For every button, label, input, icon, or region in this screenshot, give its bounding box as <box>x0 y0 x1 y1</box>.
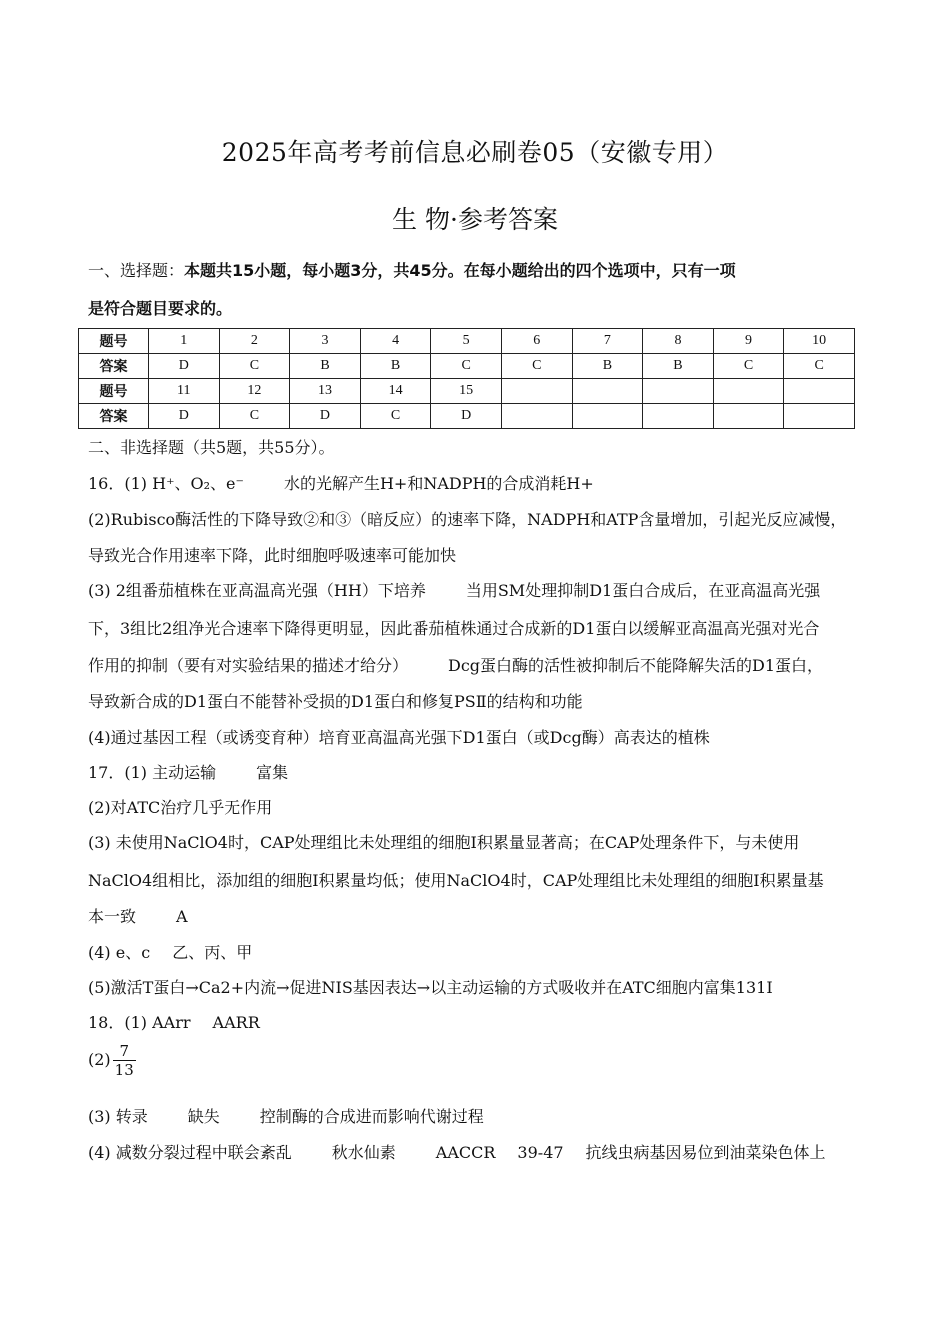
table-cell <box>501 379 572 404</box>
table-cell <box>713 379 784 404</box>
table-cell: D <box>149 354 220 379</box>
fraction-numerator: 7 <box>113 1042 136 1061</box>
table-cell: B <box>360 354 431 379</box>
answer-text: 17．(1) 主动运输 <box>88 763 217 782</box>
table-cell: 8 <box>643 329 714 354</box>
answer-text: (3) 转录 <box>88 1107 148 1126</box>
answer-18-4 <box>88 1140 826 1163</box>
table-cell: 3 <box>290 329 361 354</box>
answer-text: 18．(1) AArr <box>88 1013 191 1032</box>
table-cell: 6 <box>501 329 572 354</box>
table-cell: 2 <box>219 329 290 354</box>
table-cell: C <box>360 404 431 429</box>
answer-18-3 <box>88 1104 484 1127</box>
answer-text: 16．(1) H⁺、O₂、e⁻ <box>88 474 244 493</box>
answer-18-1 <box>88 1010 260 1033</box>
table-cell: 13 <box>290 379 361 404</box>
table-cell: 9 <box>713 329 784 354</box>
answer-text: 当用SM处理抑制D1蛋白合成后，在亚高温高光强 <box>465 581 821 600</box>
answer-text: 控制酶的合成进而影响代谢过程 <box>259 1107 484 1126</box>
fraction-denominator: 13 <box>114 1061 134 1079</box>
answer-16-3-line2: 下，3组比2组净光合速率下降得更明显，因此番茄植株通过合成新的D1蛋白以缓解亚高温高光强对光合 <box>88 619 820 638</box>
answer-18-2 <box>88 1042 136 1079</box>
table-cell <box>784 379 855 404</box>
table-cell <box>501 404 572 429</box>
answer-text: (2) <box>88 1050 111 1069</box>
answer-text: (3) 2组番茄植株在亚高温高光强（HH）下培养 <box>88 581 426 600</box>
table-cell: B <box>572 354 643 379</box>
answer-17-4 <box>88 940 252 963</box>
answer-text: 作用的抑制（要有对实验结果的描述才给分） <box>88 656 409 675</box>
table-cell: D <box>290 404 361 429</box>
table-row <box>79 354 855 379</box>
table-cell <box>572 379 643 404</box>
table-cell <box>643 404 714 429</box>
table-row <box>79 329 855 354</box>
table-cell: C <box>431 354 502 379</box>
row-label-question: 题号 <box>79 329 149 354</box>
row-label-question: 题号 <box>79 379 149 404</box>
table-cell: 7 <box>572 329 643 354</box>
answer-text: A <box>176 907 188 926</box>
answer-16-3-line3 <box>88 653 823 676</box>
table-cell: 12 <box>219 379 290 404</box>
table-cell: C <box>219 354 290 379</box>
table-cell: 10 <box>784 329 855 354</box>
answer-16-1 <box>88 471 594 494</box>
answer-text: 本一致 <box>88 907 137 926</box>
section1-heading <box>88 252 868 328</box>
answer-text: AACCR <box>435 1143 496 1162</box>
answer-17-3-line2: NaClO4组相比，添加组的细胞I积累量均低；使用NaClO4时，CAP处理组比未处理组的细胞I积累量基 <box>88 871 824 890</box>
table-cell <box>784 404 855 429</box>
answer-17-1 <box>88 760 288 783</box>
answer-16-3-line4: 导致新合成的D1蛋白不能替补受损的D1蛋白和修复PSⅡ的结构和功能 <box>88 692 583 711</box>
table-cell: 1 <box>149 329 220 354</box>
answer-text: Dcg蛋白酶的活性被抑制后不能降解失活的D1蛋白， <box>448 656 824 675</box>
answer-16-2-line1: (2)Rubisco酶活性的下降导致②和③（暗反应）的速率下降，NADPH和ATP含量增加，引起光反应减慢， <box>88 510 847 529</box>
answer-17-5: (5)激活T蛋白→Ca2+内流→促进NIS基因表达→以主动运输的方式吸收并在ATC细胞内富集131I <box>88 978 773 997</box>
answer-text: 缺失 <box>187 1107 220 1126</box>
answer-text: AARR <box>212 1013 260 1032</box>
answer-text: 秋水仙素 <box>331 1143 396 1162</box>
table-cell: 14 <box>360 379 431 404</box>
table-cell: C <box>784 354 855 379</box>
section2-heading: 二、非选择题（共5题，共55分）。 <box>88 438 335 457</box>
table-cell: D <box>149 404 220 429</box>
answer-text: (4) 减数分裂过程中联会紊乱 <box>88 1143 292 1162</box>
answer-table <box>78 328 855 429</box>
page-subtitle: 生 物·参考答案 <box>392 205 558 234</box>
table-row <box>79 404 855 429</box>
answer-text: 乙、丙、甲 <box>172 943 253 962</box>
table-cell: C <box>219 404 290 429</box>
table-row <box>79 379 855 404</box>
table-cell <box>643 379 714 404</box>
table-cell: D <box>431 404 502 429</box>
answer-text: 富集 <box>256 763 289 782</box>
table-cell <box>713 404 784 429</box>
table-cell <box>572 404 643 429</box>
answer-17-3-line3 <box>88 904 188 927</box>
answer-text: (4) e、c <box>88 943 151 962</box>
answer-text: 水的光解产生H+和NADPH的合成消耗H+ <box>283 474 594 493</box>
answer-text: 抗线虫病基因易位到油菜染色体上 <box>585 1143 826 1162</box>
table-cell: 15 <box>431 379 502 404</box>
table-cell: C <box>501 354 572 379</box>
answer-16-3-line1 <box>88 578 820 601</box>
table-cell: 5 <box>431 329 502 354</box>
page-title: 2025年高考考前信息必刷卷05（安徽专用） <box>221 138 729 167</box>
answer-17-2: (2)对ATC治疗几乎无作用 <box>88 798 273 817</box>
section1-text-line1: 本题共15小题，每小题3分，共45分。在每小题给出的四个选项中，只有一项 <box>184 261 736 280</box>
answer-text: 39-47 <box>517 1143 564 1162</box>
table-cell: 11 <box>149 379 220 404</box>
table-cell: B <box>643 354 714 379</box>
table-cell: B <box>290 354 361 379</box>
section1-text-line2: 是符合题目要求的。 <box>88 299 233 318</box>
answer-17-3-line1: (3) 未使用NaClO4时，CAP处理组比未处理组的细胞I积累量显著高；在CAP处理条件下，与未使用 <box>88 833 800 852</box>
section1-prefix: 一、选择题： <box>88 261 185 280</box>
row-label-answer: 答案 <box>79 354 149 379</box>
fraction <box>113 1042 136 1079</box>
table-cell: C <box>713 354 784 379</box>
answer-16-4: (4)通过基因工程（或诱变育种）培育亚高温高光强下D1蛋白（或Dcg酶）高表达的植株 <box>88 728 710 747</box>
answer-16-2-line2: 导致光合作用速率下降，此时细胞呼吸速率可能加快 <box>88 546 457 565</box>
table-cell: 4 <box>360 329 431 354</box>
row-label-answer: 答案 <box>79 404 149 429</box>
